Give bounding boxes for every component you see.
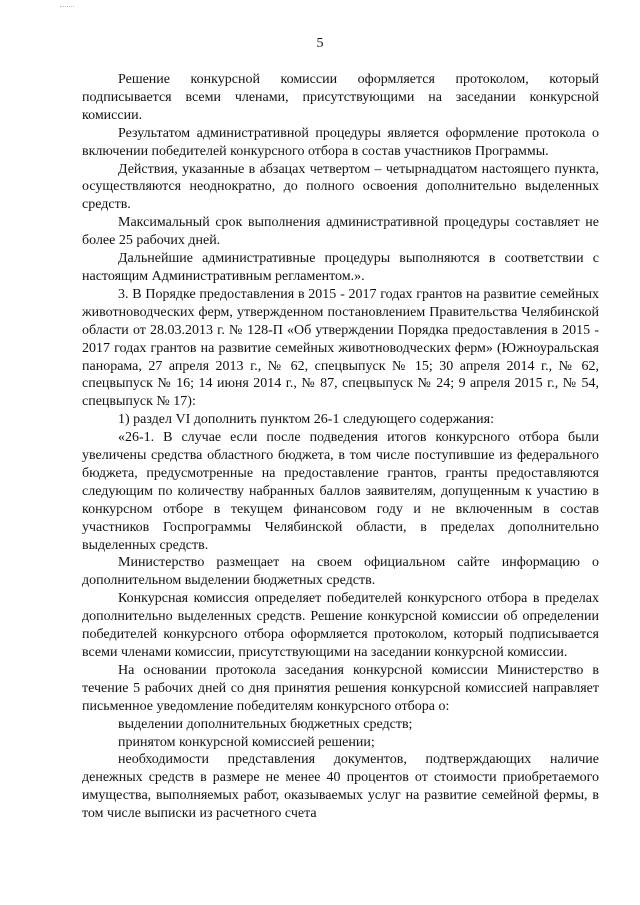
scan-artifact <box>60 6 74 11</box>
paragraph-item-3-grants-order: 3. В Порядке предоставления в 2015 - 2017 годах грантов на развитие семейных животноводческих ферм, утвержденном постановлением Правительства Челябинской области от 28.03.2013 г. № 128-П «Об утверждении Порядка предоставления в 2015 - 2017 годах грантов на развитие семейных животноводческих ферм» (Южноуральская панорама, 27 апреля 2013 г., № 62, спецвыпуск № 15; 30 апреля 2014 г., № 62, спецвыпуск № 16; 14 июня 2014 г., № 87, спецвыпуск № 24; 9 апреля 2015 г., № 54, спецвыпуск № 17): <box>82 286 599 410</box>
paragraph-max-duration: Максимальный срок выполнения административной процедуры составляет не более 25 рабочих дней. <box>82 215 599 249</box>
paragraph-further-procedures: Дальнейшие административные процедуры выполняются в соответствии с настоящим Административным регламентом.». <box>82 251 599 284</box>
paragraph-subitem-1: 1) раздел VI дополнить пунктом 26-1 следующего содержания: <box>118 412 494 428</box>
list-item-documents-required: необходимости представления документов, подтверждающих наличие денежных средств в размере не менее 40 процентов от стоимости приобретаемого имущества, выполняемых работ, оказываемых услуг на развитие семейной фермы, в том числе выписки из расчетного счета <box>82 752 599 822</box>
paragraph-procedure-result: Результатом административной процедуры является оформление протокола о включении победителей конкурсного отбора в состав участников Программы. <box>82 125 599 159</box>
list-item-commission-decision: принятом конкурсной комиссией решении; <box>118 734 375 750</box>
paragraph-clause-26-1: «26-1. В случае если после подведения итогов конкурсного отбора были увеличены средства областного бюджета, в том числе поступившие из федерального бюджета, предусмотренные на предоставление грантов, гранты предоставляются следующим по количеству набранных баллов заявителям, допущенным к участию в конкурсном отборе в текущем финансовом году и не включенным в состав участников Госпрограммы Челябинской области, в пределах дополнительно выделенных средств. <box>82 430 599 553</box>
paragraph-repeated-actions: Действия, указанные в абзацах четвертом – четырнадцатом настоящего пункта, осуществляются неоднократно, до полного освоения дополнительно выделенных средств. <box>82 161 599 213</box>
paragraph-protocol-signing: Решение конкурсной комиссии оформляется протоколом, который подписывается всеми членами, присутствующими на заседании конкурсной комиссии. <box>82 72 599 123</box>
document-body <box>82 71 599 823</box>
list-item-additional-funds: выделении дополнительных бюджетных средств; <box>118 716 413 732</box>
paragraph-notification: На основании протокола заседания конкурсной комиссии Министерство в течение 5 рабочих дней со дня принятия решения конкурсной комиссией направляет письменное уведомление победителям конкурсного отбора о: <box>82 662 599 714</box>
paragraph-ministry-website: Министерство размещает на своем официальном сайте информацию о дополнительном выделении бюджетных средств. <box>82 555 599 589</box>
page-number: 5 <box>316 36 324 51</box>
paragraph-commission-winners: Конкурсная комиссия определяет победителей конкурсного отбора в пределах дополнительно выделенных средств. Решение конкурсной комиссии об определении победителей конкурсного отбора оформляется протоколом, который подписывается всеми членами комиссии, присутствующими на заседании конкурсной комиссии. <box>82 591 599 660</box>
